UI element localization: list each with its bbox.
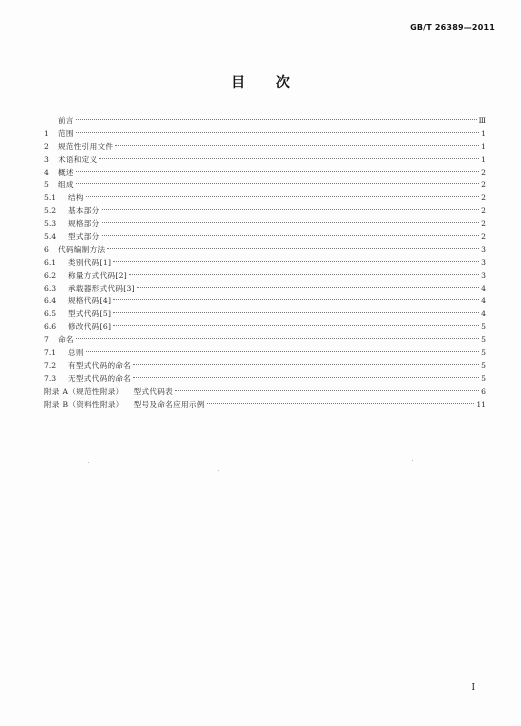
toc-entry-label xyxy=(44,399,205,412)
toc-leader-dots xyxy=(133,377,479,378)
toc-entry-title: 基本部分 xyxy=(68,206,100,216)
toc-entry-page: 3 xyxy=(481,244,486,254)
annex-title: 型式代码表 xyxy=(133,386,174,396)
toc-leader-dots xyxy=(207,403,475,404)
annex-title: 型号及命名应用示例 xyxy=(133,399,205,409)
toc-entry-number: 3 xyxy=(44,154,49,164)
toc-entry[interactable] xyxy=(44,141,486,154)
toc-leader-dots xyxy=(102,209,480,210)
toc-entry[interactable] xyxy=(44,373,486,386)
toc-entry-title: 附录 B（资料性附录） xyxy=(44,399,124,409)
toc-entry-title: 组成 xyxy=(58,180,74,190)
toc-entry-page: 1 xyxy=(481,154,486,164)
toc-entry-label xyxy=(58,141,113,154)
toc-entry-label xyxy=(68,192,84,205)
toc-entry-number: 6 xyxy=(44,244,49,254)
toc-entry-number: 6.1 xyxy=(44,257,57,267)
toc-entry-title: 无型式代码的命名 xyxy=(68,373,132,383)
toc-entry-number: 1 xyxy=(44,128,49,138)
toc-entry-title: 附录 A（规范性附录） xyxy=(44,386,124,396)
toc-entry[interactable] xyxy=(44,270,486,283)
toc-entry[interactable] xyxy=(44,115,486,128)
toc-entry[interactable] xyxy=(44,205,486,218)
toc-entry-title: 修改代码[6] xyxy=(68,322,112,332)
toc-entry[interactable] xyxy=(44,257,486,270)
toc-entry[interactable] xyxy=(44,321,486,334)
toc-entry-number: 2 xyxy=(44,141,49,151)
page-number: Ⅰ xyxy=(471,683,475,693)
toc-entry-label xyxy=(68,218,100,231)
toc-leader-dots xyxy=(86,196,479,197)
toc-entry[interactable] xyxy=(44,244,486,257)
toc-entry-title: 结构 xyxy=(68,193,84,203)
toc-entry-label xyxy=(68,270,127,283)
toc-entry-label xyxy=(68,205,100,218)
toc-entry-page: 5 xyxy=(481,373,486,383)
toc-entry[interactable] xyxy=(44,360,486,373)
toc-entry-page: 5 xyxy=(481,348,486,358)
toc-entry-page: 4 xyxy=(481,296,486,306)
toc-entry-label xyxy=(58,179,74,192)
toc-entry-label xyxy=(68,360,131,373)
toc-entry[interactable] xyxy=(44,231,486,244)
toc-entry-number: 7.1 xyxy=(44,348,57,358)
standard-code: GB/T 26389—2011 xyxy=(410,23,495,32)
toc-entry-title: 前言 xyxy=(58,116,74,125)
toc-entry[interactable] xyxy=(44,399,486,412)
toc-leader-dots xyxy=(175,390,479,391)
toc-entry-title: 承载器形式代码[3] xyxy=(68,283,135,293)
toc-entry-number: 6.6 xyxy=(44,322,57,332)
toc-entry-page: 3 xyxy=(481,257,486,267)
toc-entry-number: 4 xyxy=(44,167,49,177)
toc-entry[interactable] xyxy=(44,347,486,360)
toc-leader-dots xyxy=(102,235,480,236)
toc-leader-dots xyxy=(113,261,479,262)
toc-entry-label xyxy=(58,128,74,141)
toc-entry-page: 2 xyxy=(481,180,486,190)
toc-entry-title: 规格代码[4] xyxy=(68,296,112,306)
toc-entry-page: 5 xyxy=(481,360,486,370)
toc-entry-page: 3 xyxy=(481,270,486,280)
toc-leader-dots xyxy=(76,119,477,120)
toc-leader-dots xyxy=(113,299,479,300)
toc-entry-page: 2 xyxy=(481,232,486,242)
toc-entry[interactable] xyxy=(44,334,486,347)
toc-entry-label xyxy=(58,334,74,347)
scan-speck xyxy=(88,462,89,463)
toc-entry-number: 5.3 xyxy=(44,219,57,229)
toc-entry[interactable] xyxy=(44,283,486,296)
toc-entry-page: 5 xyxy=(481,335,486,345)
toc-entry[interactable] xyxy=(44,308,486,321)
toc-entry-title: 称量方式代码[2] xyxy=(68,270,128,280)
toc-entry-label xyxy=(58,167,74,180)
toc-entry-label xyxy=(68,231,100,244)
toc-leader-dots xyxy=(113,312,479,313)
toc-leader-dots xyxy=(76,132,479,133)
toc-entry-title: 命名 xyxy=(58,335,74,345)
toc-leader-dots xyxy=(76,171,479,172)
toc-entry-page: 2 xyxy=(481,167,486,177)
toc-leader-dots xyxy=(129,274,479,275)
toc-entry-label xyxy=(68,283,135,296)
toc-entry-number: 6.3 xyxy=(44,283,57,293)
toc-entry-page: 1 xyxy=(481,128,486,138)
toc-entry-number: 6.4 xyxy=(44,296,57,306)
toc-leader-dots xyxy=(76,338,479,339)
toc-entry-title: 概述 xyxy=(58,167,74,177)
toc-entry-page: 2 xyxy=(481,193,486,203)
toc-entry-title: 总则 xyxy=(68,348,84,358)
toc-entry-label xyxy=(44,386,173,399)
toc-entry-page: Ⅲ xyxy=(478,116,486,125)
toc-entry-title: 规范性引用文件 xyxy=(58,141,114,151)
toc-entry-label xyxy=(68,347,84,360)
toc-title: 目 次 xyxy=(231,75,290,91)
toc-entry-label xyxy=(58,154,97,167)
toc-entry-number: 7.3 xyxy=(44,373,57,383)
toc-entry-page: 11 xyxy=(476,399,486,409)
toc-entry[interactable] xyxy=(44,128,486,141)
toc-entry[interactable] xyxy=(44,386,486,399)
toc-entry-number: 7.2 xyxy=(44,360,57,370)
toc-entry-title: 术语和定义 xyxy=(58,154,98,164)
toc-entry-page: 5 xyxy=(481,322,486,332)
toc-entry-number: 6.2 xyxy=(44,270,57,280)
toc-leader-dots xyxy=(76,183,479,184)
toc-entry-label xyxy=(68,308,111,321)
toc-entry[interactable] xyxy=(44,295,486,308)
toc-entry-title: 代码编制方法 xyxy=(58,244,106,254)
toc-leader-dots xyxy=(86,351,479,352)
scan-speck xyxy=(218,470,219,471)
toc-leader-dots xyxy=(133,364,479,365)
toc-entry-page: 4 xyxy=(481,283,486,293)
toc-entry-number: 5.2 xyxy=(44,206,57,216)
toc-entry-label xyxy=(68,257,111,270)
toc-entry-number: 7 xyxy=(44,335,49,345)
toc-entry-title: 范围 xyxy=(58,128,74,138)
toc-entry-page: 1 xyxy=(481,141,486,151)
table-of-contents xyxy=(44,115,486,411)
toc-entry-number: 5 xyxy=(44,180,49,190)
toc-entry-page: 6 xyxy=(481,386,486,396)
toc-leader-dots xyxy=(107,248,479,249)
scan-speck xyxy=(412,460,413,461)
toc-entry[interactable] xyxy=(44,218,486,231)
toc-entry-title: 型式部分 xyxy=(68,232,100,242)
toc-leader-dots xyxy=(113,325,479,326)
toc-leader-dots xyxy=(137,287,479,288)
toc-entry-number: 5.1 xyxy=(44,193,57,203)
toc-entry-title: 型式代码[5] xyxy=(68,309,112,319)
toc-entry-number: 6.5 xyxy=(44,309,57,319)
toc-leader-dots xyxy=(115,145,479,146)
toc-entry-title: 类别代码[1] xyxy=(68,257,112,267)
toc-entry-page: 2 xyxy=(481,206,486,216)
toc-entry[interactable] xyxy=(44,179,486,192)
toc-leader-dots xyxy=(102,222,480,223)
toc-entry[interactable] xyxy=(44,192,486,205)
toc-entry[interactable] xyxy=(44,154,486,167)
toc-entry-label xyxy=(68,373,131,386)
toc-entry-label xyxy=(68,321,111,334)
toc-entry[interactable] xyxy=(44,167,486,180)
toc-entry-label xyxy=(58,115,74,128)
toc-entry-title: 规格部分 xyxy=(68,219,100,229)
toc-entry-page: 2 xyxy=(481,219,486,229)
toc-entry-page: 4 xyxy=(481,309,486,319)
toc-entry-title: 有型式代码的命名 xyxy=(68,360,132,370)
toc-leader-dots xyxy=(99,158,479,159)
toc-entry-number: 5.4 xyxy=(44,232,57,242)
toc-entry-label xyxy=(58,244,105,257)
toc-entry-label xyxy=(68,295,111,308)
